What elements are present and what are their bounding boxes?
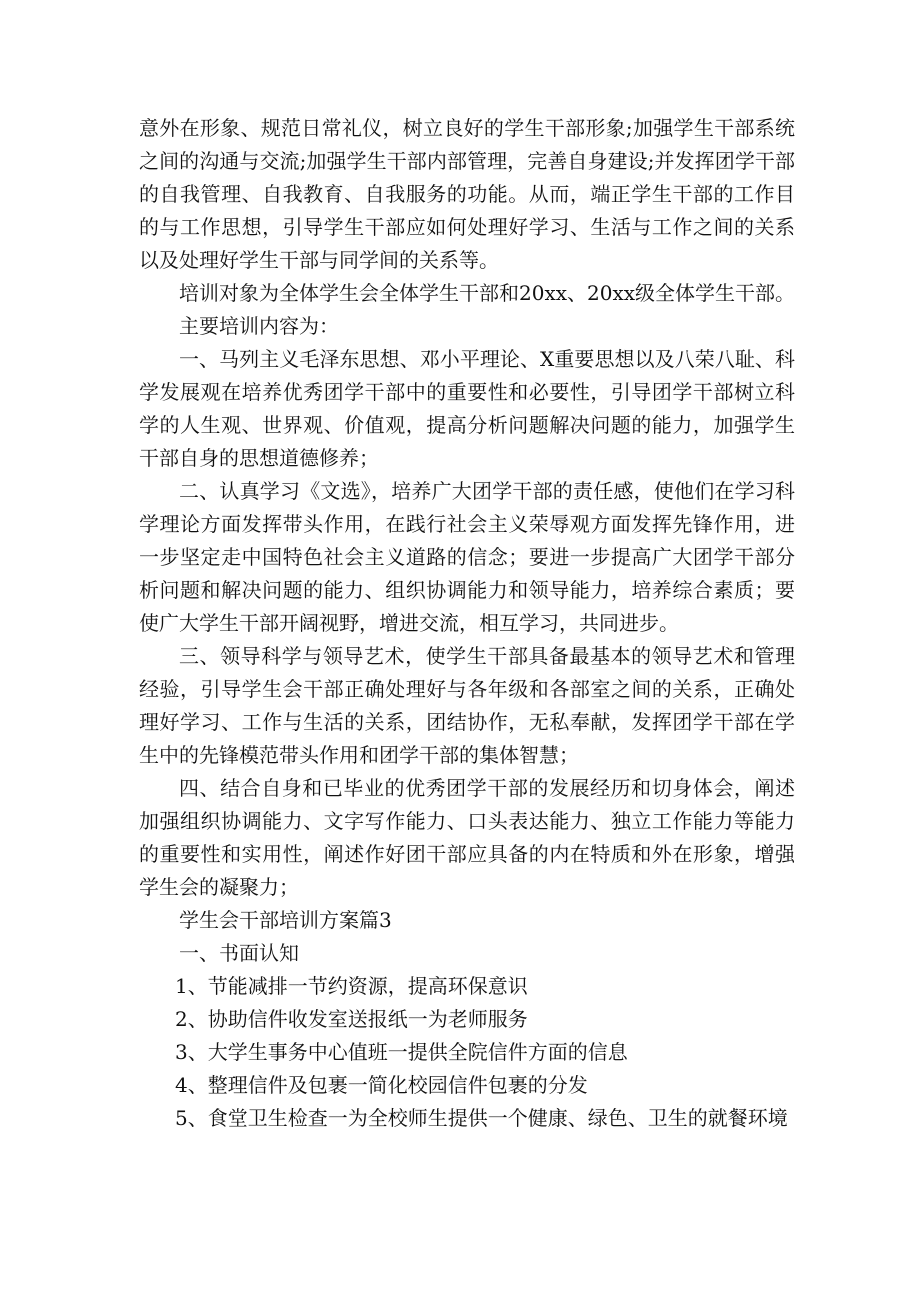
list-item: 3、大学生事务中心值班一提供全院信件方面的信息 (175, 1040, 628, 1064)
document-body (139, 112, 795, 1135)
paragraph-content-item-3: 三、领导科学与领导艺术，使学生干部具备最基本的领导艺术和管理经验，引导学生会干部正确处理好与各年级和各部室之间的关系，正确处理好学习、工作与生活的关系，团结协作，无私奉献，发挥团学干部在学生中的先锋模范带头作用和团学干部的集体智慧； (139, 644, 795, 767)
subsection-title: 一、书面认知 (179, 941, 299, 965)
list-item: 5、食堂卫生检查一为全校师生提供一个健康、绿色、卫生的就餐环境 (175, 1106, 788, 1130)
paragraph-intro-continuation: 意外在形象、规范日常礼仪，树立良好的学生干部形象;加强学生干部系统之间的沟通与交流;加强学生干部内部管理，完善自身建设;并发挥团学干部的自我管理、自我教育、自我服务的功能。从而，端正学生干部的工作目的与工作思想，引导学生干部应如何处理好学习、生活与工作之间的关系以及处理好学生干部与同学间的关系等。 (139, 116, 795, 272)
paragraph-content-item-1: 一、马列主义毛泽东思想、邓小平理论、X重要思想以及八荣八耻、科学发展观在培养优秀团学干部中的重要性和必要性，引导团学干部树立科学的人生观、世界观、价值观，提高分析问题解决问题的能力，加强学生干部自身的思想道德修养； (139, 347, 795, 470)
paragraph-training-target: 培训对象为全体学生会全体学生干部和20xx、20xx级全体学生干部。 (179, 281, 796, 305)
paragraph-main-content-heading: 主要培训内容为： (179, 314, 339, 338)
list-item: 4、整理信件及包裹一简化校园信件包裹的分发 (175, 1073, 588, 1097)
list-item: 1、节能减排一节约资源，提高环保意识 (175, 974, 528, 998)
paragraph-content-item-4: 四、结合自身和已毕业的优秀团学干部的发展经历和切身体会，阐述加强组织协调能力、文字写作能力、口头表达能力、独立工作能力等能力的重要性和实用性，阐述作好团干部应具备的内在特质和外在形象，增强学生会的凝聚力； (139, 776, 795, 899)
section-title: 学生会干部培训方案篇3 (179, 908, 392, 932)
paragraph-content-item-2: 二、认真学习《文选》，培养广大团学干部的责任感，使他们在学习科学理论方面发挥带头作用，在践行社会主义荣辱观方面发挥先锋作用，进一步坚定走中国特色社会主义道路的信念；要进一步提高广大团学干部分析问题和解决问题的能力、组织协调能力和领导能力，培养综合素质；要使广大学生干部开阔视野，增进交流，相互学习，共同进步。 (139, 479, 795, 635)
list-item: 2、协助信件收发室送报纸一为老师服务 (175, 1007, 528, 1031)
